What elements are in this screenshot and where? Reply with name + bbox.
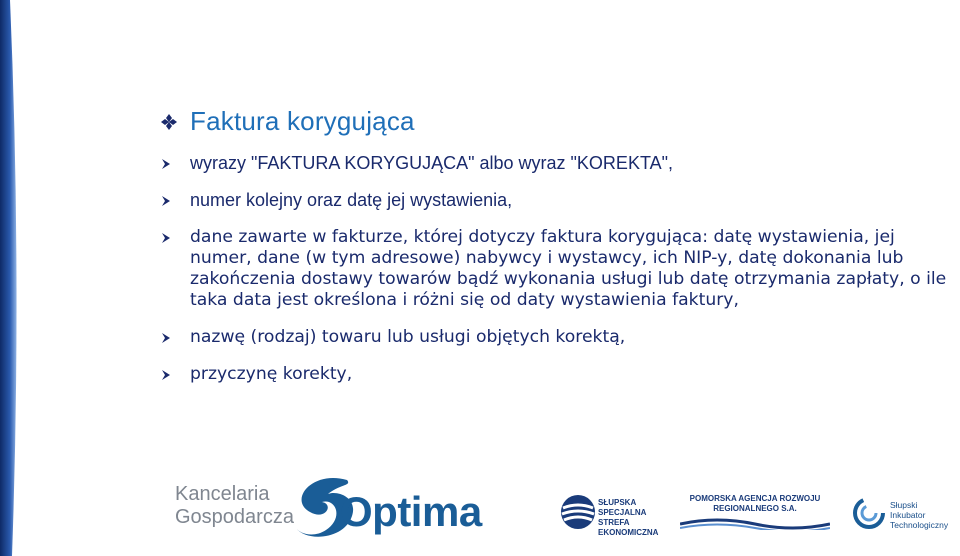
sse-logo-text: SŁUPSKA SPECJALNA STREFA EKONOMICZNA	[598, 498, 659, 537]
bullet-text: numer kolejny oraz datę jej wystawienia,	[190, 190, 513, 210]
arrow-bullet-icon	[160, 158, 172, 170]
bullet-item	[160, 364, 950, 385]
arrow-bullet-icon	[160, 369, 172, 381]
logo-strip	[0, 450, 960, 556]
arrow-bullet-icon	[160, 232, 172, 244]
title-row	[160, 106, 415, 137]
parr-logo-text: POMORSKA AGENCJA ROZWOJU REGIONALNEGO S.A.	[689, 494, 821, 513]
kancelaria-logo-text: Kancelaria Gospodarcza	[175, 483, 294, 528]
arrow-bullet-icon	[160, 332, 172, 344]
optima-logo-text: Optima	[340, 488, 482, 535]
bullet-text: dane zawarte w fakturze, której dotyczy faktura korygująca: datę wystawienia, jej numer, dane (w tym adresowe) nabywcy i wystawcy, ich NIP-y, datę dokonania lub zakończenia dostawy towarów bądź wykonania usługi lub datę otrzymania zapłaty, o ile taka data jest określona i różni się od daty wystawienia faktury,	[190, 227, 947, 310]
arrow-bullet-icon	[160, 195, 172, 207]
bullet-text: nazwę (rodzaj) towaru lub usługi objętych korektą,	[190, 327, 626, 347]
bullet-item	[160, 227, 950, 311]
bullet-item	[160, 153, 950, 174]
bullet-list	[160, 153, 950, 401]
sse-globe-icon	[560, 494, 596, 530]
bullet-item	[160, 190, 950, 211]
parr-wave-icon	[680, 516, 830, 530]
sit-logo-text: Słupski Inkubator Technologiczny	[890, 500, 949, 530]
bullet-text: wyrazy "FAKTURA KORYGUJĄCA" albo wyraz "KOREKTA",	[190, 153, 674, 173]
bullet-text: przyczynę korekty,	[190, 364, 353, 384]
diamond-bullet-icon	[160, 113, 178, 131]
sit-swirl-icon	[852, 496, 886, 530]
bullet-item	[160, 327, 950, 348]
page-title: Faktura korygująca	[190, 106, 415, 136]
